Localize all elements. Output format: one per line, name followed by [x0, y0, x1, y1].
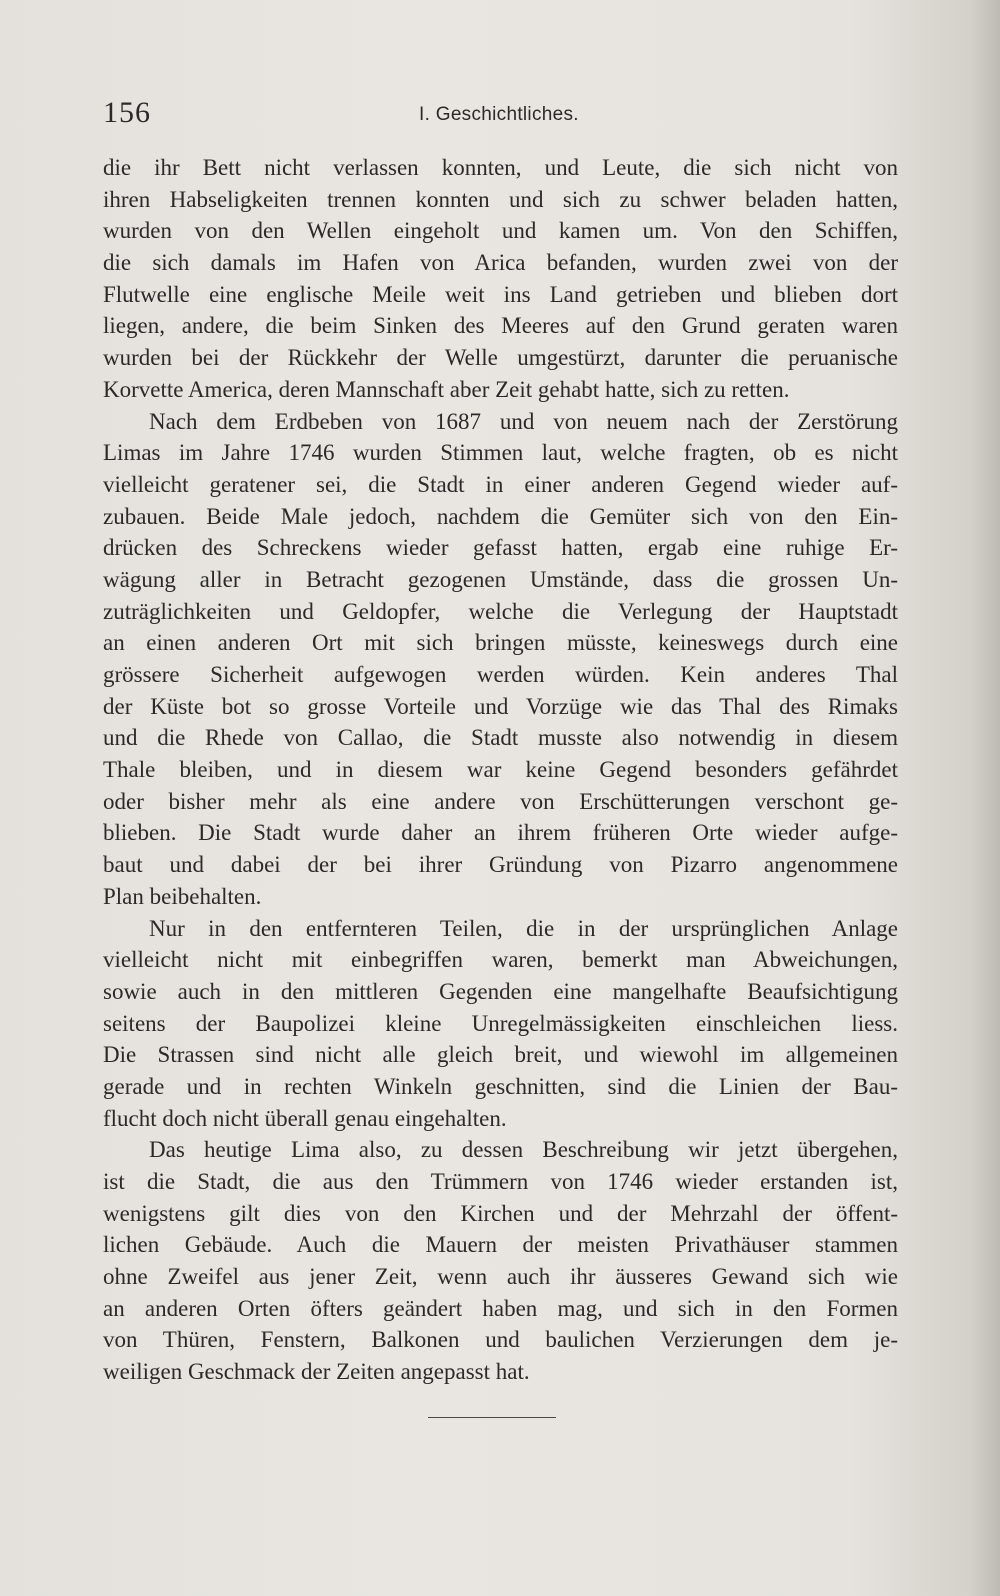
text-line: drücken des Schreckens wieder gefasst hatten, ergab eine ruhige Er- — [103, 535, 898, 561]
text-line: oder bisher mehr als eine andere von Erschütterungen verschont ge- — [103, 788, 898, 814]
text-line: baut und dabei der bei ihrer Gründung von Pizarro angenommene — [103, 852, 898, 878]
text-line: liegen, andere, die beim Sinken des Meeres auf den Grund geraten waren — [103, 313, 898, 339]
text-line: vielleicht nicht mit einbegriffen waren, bemerkt man Abweichungen, — [103, 947, 898, 973]
text-line: der Küste bot so grosse Vorteile und Vorzüge wie das Thal des Rimaks — [103, 693, 898, 719]
text-line: zubauen. Beide Male jedoch, nachdem die Gemüter sich von den Ein- — [103, 503, 898, 529]
text-line: und die Rhede von Callao, die Stadt musste also notwendig in diesem — [103, 725, 898, 751]
text-line: sowie auch in den mittleren Gegenden eine mangelhafte Beaufsichtigung — [103, 978, 898, 1004]
text-line: zuträglichkeiten und Geldopfer, welche die Verlegung der Hauptstadt — [103, 598, 898, 624]
text-line: wurden bei der Rückkehr der Welle umgestürzt, darunter die peruanische — [103, 345, 898, 371]
text-line: an einen anderen Ort mit sich bringen müsste, keineswegs durch eine — [103, 630, 898, 656]
text-line: die sich damals im Hafen von Arica befanden, wurden zwei von der — [103, 250, 898, 276]
text-line: flucht doch nicht überall genau eingehalten. — [103, 1105, 507, 1131]
page-number: 156 — [103, 96, 151, 129]
text-line: weiligen Geschmack der Zeiten angepasst hat. — [103, 1359, 530, 1385]
text-line: grössere Sicherheit aufgewogen werden würden. Kein anderes Thal — [103, 662, 898, 687]
text-line: gerade und in rechten Winkeln geschnitten, sind die Linien der Bau- — [103, 1073, 898, 1099]
text-line: Die Strassen sind nicht alle gleich breit, und wiewohl im allgemeinen — [103, 1042, 898, 1068]
text-line: Korvette America, deren Mannschaft aber Zeit gehabt hatte, sich zu retten. — [103, 376, 790, 402]
text-line: die ihr Bett nicht verlassen konnten, und Leute, die sich nicht von — [103, 155, 898, 180]
paragraph — [103, 152, 898, 406]
text-line: an anderen Orten öfters geändert haben mag, und sich in den Formen — [103, 1295, 898, 1321]
text-line: wurden von den Wellen eingeholt und kamen um. Von den Schiffen, — [103, 218, 898, 244]
text-line: ihren Habseligkeiten trennen konnten und sich zu schwer beladen hatten, — [103, 186, 898, 212]
text-line: Limas im Jahre 1746 wurden Stimmen laut, welche fragten, ob es nicht — [103, 440, 898, 466]
text-line: wägung aller in Betracht gezogenen Umstände, dass die grossen Un- — [103, 566, 898, 592]
text-line: vielleicht geratener sei, die Stadt in einer anderen Gegend wieder auf- — [103, 471, 898, 497]
body-text — [103, 152, 898, 1388]
text-line: Thale bleiben, und in diesem war keine Gegend besonders gefährdet — [103, 757, 898, 783]
end-rule — [428, 1417, 556, 1418]
text-line: lichen Gebäude. Auch die Mauern der meisten Privathäuser stammen — [103, 1232, 898, 1258]
text-line: ist die Stadt, die aus den Trümmern von 1746 wieder erstanden ist, — [103, 1169, 898, 1194]
paragraph — [103, 1134, 898, 1388]
text-line: Nach dem Erdbeben von 1687 und von neuem nach der Zerstörung — [149, 408, 898, 434]
text-line: ohne Zweifel aus jener Zeit, wenn auch ihr äusseres Gewand sich wie — [103, 1264, 898, 1290]
text-line: Das heutige Lima also, zu dessen Beschreibung wir jetzt übergehen, — [149, 1137, 898, 1163]
text-line: Flutwelle eine englische Meile weit ins Land getrieben und blieben dort — [103, 281, 898, 307]
text-line: wenigstens gilt dies von den Kirchen und der Mehrzahl der öffent- — [103, 1200, 898, 1226]
text-line: blieben. Die Stadt wurde daher an ihrem früheren Orte wieder aufge- — [103, 820, 898, 846]
text-line: Plan beibehalten. — [103, 883, 262, 909]
text-line: von Thüren, Fenstern, Balkonen und baulichen Verzierungen dem je- — [103, 1327, 898, 1353]
text-line: Nur in den entfernteren Teilen, die in der ursprünglichen Anlage — [149, 915, 898, 941]
paragraph — [103, 913, 898, 1135]
text-line: seitens der Baupolizei kleine Unregelmässigkeiten einschleichen liess. — [103, 1010, 898, 1036]
page-header — [103, 96, 903, 136]
running-head: I. Geschichtliches. — [419, 104, 579, 125]
paragraph — [103, 406, 898, 913]
